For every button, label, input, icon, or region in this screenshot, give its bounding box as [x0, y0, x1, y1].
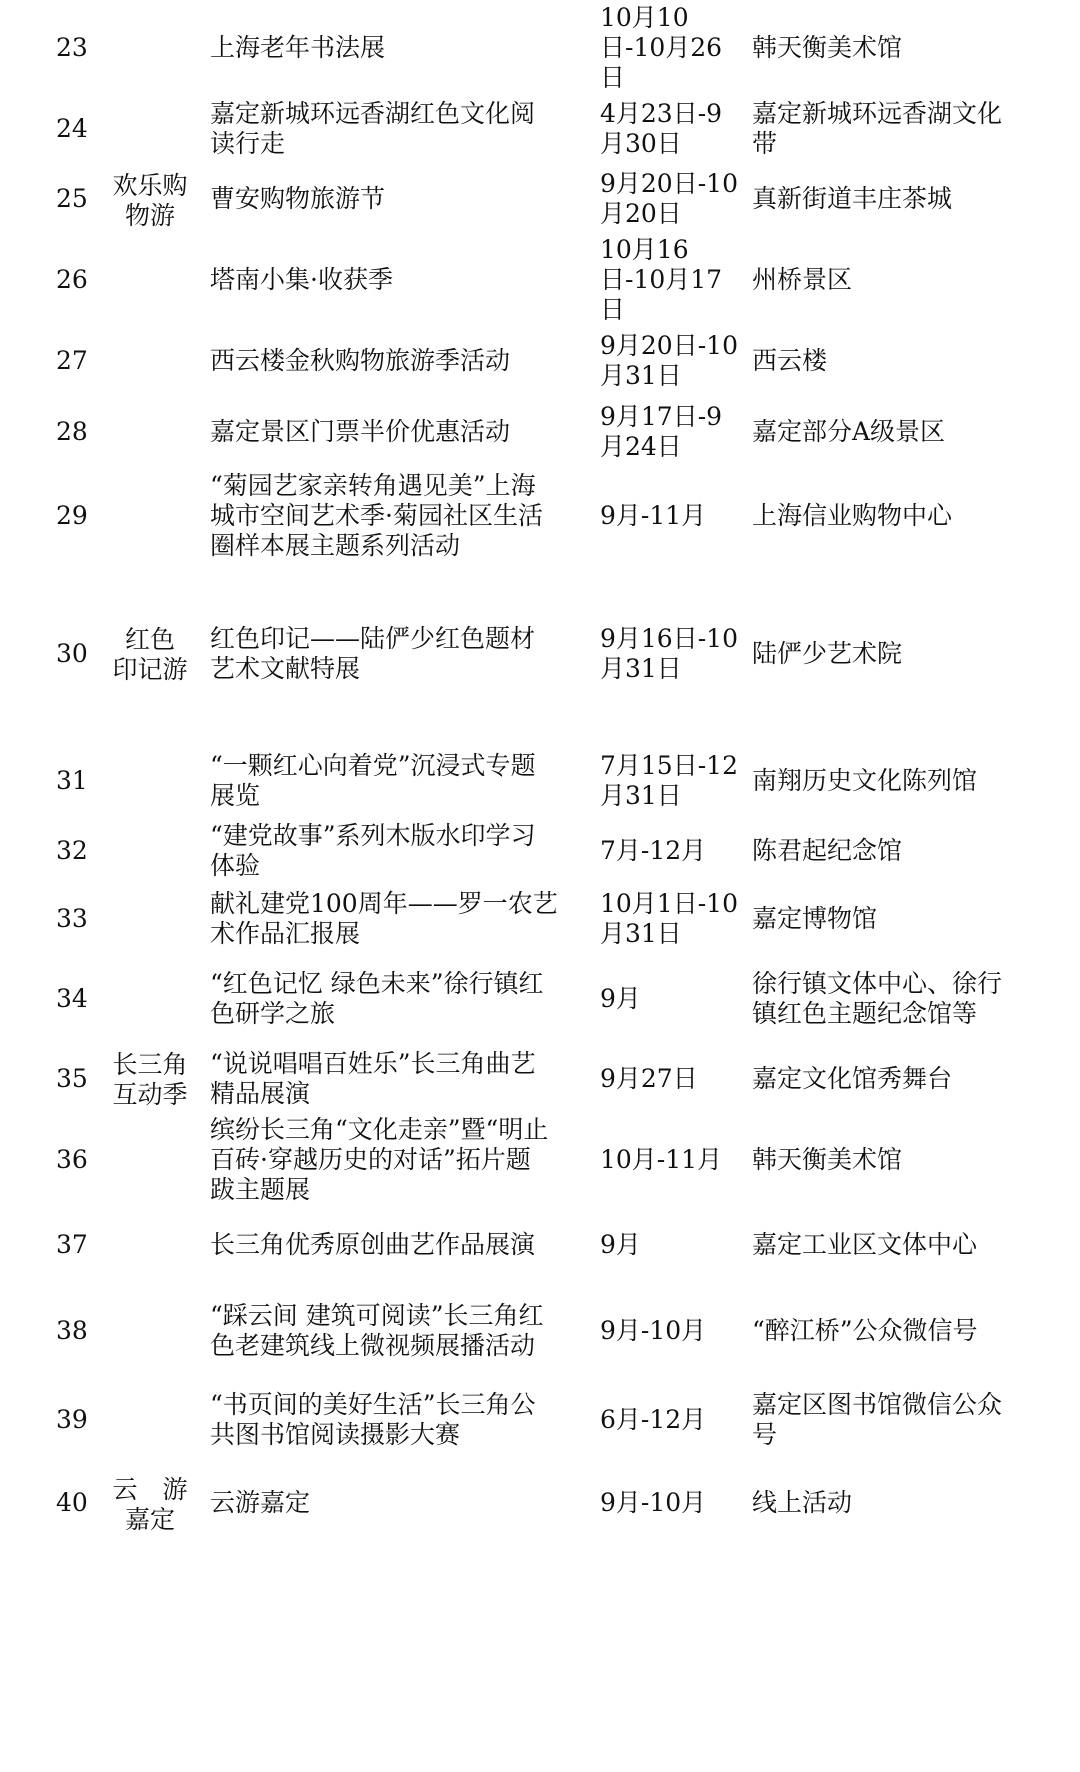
event-date-line: 日: [600, 295, 626, 324]
event-date-line: 9月17日-9: [600, 402, 723, 431]
row-number: 28: [56, 417, 88, 446]
activity-name: [210, 1049, 595, 1109]
activity-name-line: 上海老年书法展: [210, 33, 386, 62]
row-number: 27: [56, 346, 88, 375]
event-venue-line: 嘉定区图书馆微信公众: [752, 1390, 1003, 1419]
event-date-line: 日-10月26: [600, 33, 723, 62]
event-date-line: 7月15日-12: [600, 751, 738, 780]
event-date-line: 9月20日-10: [600, 331, 738, 360]
event-date-line: 月20日: [600, 199, 682, 228]
activity-name-line: “一颗红心向着党”沉浸式专题: [210, 751, 536, 780]
category-yangtze-interaction-season: 长三角 互动季: [112, 1050, 188, 1109]
activity-name: [210, 99, 595, 159]
event-venue: [752, 417, 1052, 447]
event-venue-line: 陆俨少艺术院: [752, 639, 903, 668]
row-number: 26: [56, 265, 88, 294]
activity-name-line: 色老建筑线上微视频展播活动: [210, 1331, 536, 1360]
activity-name-line: 嘉定新城环远香湖红色文化阅: [210, 99, 536, 128]
activity-name-line: 共图书馆阅读摄影大赛: [210, 1420, 461, 1449]
event-date: [600, 331, 742, 391]
event-venue: [752, 904, 1052, 934]
event-venue: [752, 969, 1052, 1029]
row-number: 39: [56, 1405, 88, 1434]
activity-name-line: “说说唱唱百姓乐”长三角曲艺: [210, 1049, 536, 1078]
row-number: 36: [56, 1145, 88, 1174]
event-venue: [752, 1145, 1052, 1175]
event-date: [600, 751, 742, 811]
activity-name-line: “菊园艺家亲转角遇见美”上海: [210, 471, 536, 500]
event-venue: [752, 346, 1052, 376]
event-date-line: 月31日: [600, 781, 682, 810]
event-venue: [752, 501, 1052, 531]
event-date-line: 7月-12月: [600, 836, 707, 865]
event-date: [600, 1230, 742, 1260]
event-venue: [752, 184, 1052, 214]
activity-name-line: 西云楼金秋购物旅游季活动: [210, 346, 511, 375]
event-venue-line: 徐行镇文体中心、徐行: [752, 969, 1003, 998]
activity-name: [210, 1301, 595, 1361]
category-shopping-tour: 欢乐购 物游: [112, 171, 188, 230]
event-date: [600, 1316, 742, 1346]
event-date-line: 4月23日-9: [600, 99, 723, 128]
event-venue: [752, 99, 1052, 159]
activity-name-line: “踩云间 建筑可阅读”长三角红: [210, 1301, 544, 1330]
row-number: 37: [56, 1230, 88, 1259]
event-venue: [752, 1230, 1052, 1260]
activity-name: [210, 346, 595, 376]
activity-name: [210, 751, 595, 811]
activity-name: [210, 265, 595, 295]
activity-name-line: 百砖·穿越历史的对话”拓片题: [210, 1145, 531, 1174]
event-date-line: 月31日: [600, 654, 682, 683]
event-date: [600, 99, 742, 159]
event-venue: [752, 33, 1052, 63]
row-number: 35: [56, 1064, 88, 1093]
activity-name-line: 读行走: [210, 129, 286, 158]
event-date: [600, 402, 742, 462]
event-date: [600, 984, 742, 1014]
activity-name: [210, 821, 595, 881]
event-date-line: 月31日: [600, 361, 682, 390]
event-date-line: 9月27日: [600, 1064, 698, 1093]
event-date-line: 月24日: [600, 432, 682, 461]
category-cloud-tour: 云 游 嘉定: [112, 1475, 188, 1534]
activity-name: [210, 417, 595, 447]
event-date: [600, 889, 742, 949]
activity-name-line: 曹安购物旅游节: [210, 184, 386, 213]
event-venue-line: 上海信业购物中心: [752, 501, 953, 530]
activity-name-line: 艺术文献特展: [210, 654, 361, 683]
event-date-line: 10月1日-10: [600, 889, 738, 918]
row-number: 32: [56, 836, 88, 865]
event-date: [600, 169, 742, 229]
event-date: [600, 1405, 742, 1435]
event-venue: [752, 1488, 1052, 1518]
event-venue-line: “醉江桥”公众微信号: [752, 1316, 978, 1345]
event-venue-line: 嘉定文化馆秀舞台: [752, 1064, 953, 1093]
activity-name-line: 长三角优秀原创曲艺作品展演: [210, 1230, 536, 1259]
event-venue: [752, 766, 1052, 796]
event-date-line: 月31日: [600, 919, 682, 948]
event-venue-line: 陈君起纪念馆: [752, 836, 903, 865]
activity-name: [210, 1115, 595, 1205]
activity-name-line: 献礼建党100周年——罗一农艺: [210, 889, 558, 918]
activity-name-line: 缤纷长三角“文化走亲”暨“明止: [210, 1115, 549, 1144]
row-number: 34: [56, 984, 88, 1013]
event-date: [600, 235, 742, 325]
activity-name: [210, 969, 595, 1029]
event-date-line: 10月10: [600, 3, 689, 32]
event-date-line: 日-10月17: [600, 265, 723, 294]
activity-name-line: 精品展演: [210, 1079, 311, 1108]
activity-name-line: 红色印记——陆俨少红色题材: [210, 624, 536, 653]
activity-name: [210, 1488, 595, 1518]
event-date-line: 日: [600, 63, 626, 92]
activity-name: [210, 889, 595, 949]
event-date: [600, 1488, 742, 1518]
event-venue: [752, 265, 1052, 295]
row-number: 38: [56, 1316, 88, 1345]
event-venue-line: 西云楼: [752, 346, 828, 375]
event-date-line: 9月-11月: [600, 501, 707, 530]
event-date-line: 9月-10月: [600, 1488, 707, 1517]
event-date-line: 10月16: [600, 235, 689, 264]
row-number: 40: [56, 1488, 88, 1517]
row-number: 29: [56, 501, 88, 530]
event-date-line: 9月20日-10: [600, 169, 738, 198]
event-venue-line: 韩天衡美术馆: [752, 1145, 903, 1174]
activity-name-line: 色研学之旅: [210, 999, 336, 1028]
event-venue-line: 嘉定新城环远香湖文化: [752, 99, 1003, 128]
activity-name: [210, 1390, 595, 1450]
event-venue: [752, 1390, 1052, 1450]
event-date-line: 6月-12月: [600, 1405, 707, 1434]
event-date-line: 9月16日-10: [600, 624, 738, 653]
activity-name-line: 嘉定景区门票半价优惠活动: [210, 417, 511, 446]
activity-name: [210, 184, 595, 214]
activity-name-line: 城市空间艺术季·菊园社区生活: [210, 501, 543, 530]
event-date: [600, 624, 742, 684]
event-venue-line: 线上活动: [752, 1488, 853, 1517]
event-venue-line: 号: [752, 1420, 778, 1449]
activity-name: [210, 624, 595, 684]
event-venue-line: 嘉定部分A级景区: [752, 417, 946, 446]
event-date: [600, 1145, 742, 1175]
event-date: [600, 3, 742, 93]
activity-name-line: “建党故事”系列木版水印学习: [210, 821, 536, 850]
activity-name-line: 跋主题展: [210, 1175, 311, 1204]
event-venue-line: 嘉定博物馆: [752, 904, 878, 933]
event-venue-line: 南翔历史文化陈列馆: [752, 766, 978, 795]
activity-name-line: 术作品汇报展: [210, 919, 361, 948]
event-venue: [752, 639, 1052, 669]
event-venue: [752, 1316, 1052, 1346]
event-venue-line: 州桥景区: [752, 265, 853, 294]
event-venue-line: 带: [752, 129, 778, 158]
activity-name-line: “书页间的美好生活”长三角公: [210, 1390, 536, 1419]
event-venue-line: 镇红色主题纪念馆等: [752, 999, 978, 1028]
event-venue-line: 真新街道丰庄茶城: [752, 184, 953, 213]
category-red-memory-tour: 红色 印记游: [112, 625, 188, 684]
event-date-line: 9月-10月: [600, 1316, 707, 1345]
row-number: 24: [56, 114, 88, 143]
activity-name-line: 圈样本展主题系列活动: [210, 531, 461, 560]
activity-name-line: “红色记忆 绿色未来”徐行镇红: [210, 969, 544, 998]
row-number: 31: [56, 766, 88, 795]
activity-name: [210, 33, 595, 63]
event-date-line: 9月: [600, 984, 641, 1013]
activity-name-line: 展览: [210, 781, 261, 810]
activity-name-line: 云游嘉定: [210, 1488, 311, 1517]
event-venue-line: 嘉定工业区文体中心: [752, 1230, 978, 1259]
activity-name: [210, 1230, 595, 1260]
event-date-line: 月30日: [600, 129, 682, 158]
activity-name-line: 体验: [210, 851, 261, 880]
event-date: [600, 1064, 742, 1094]
event-venue-line: 韩天衡美术馆: [752, 33, 903, 62]
event-date: [600, 501, 742, 531]
event-date: [600, 836, 742, 866]
event-venue: [752, 1064, 1052, 1094]
activity-name: [210, 471, 595, 561]
row-number: 33: [56, 904, 88, 933]
event-date-line: 10月-11月: [600, 1145, 723, 1174]
event-venue: [752, 836, 1052, 866]
row-number: 23: [56, 33, 88, 62]
row-number: 30: [56, 639, 88, 668]
event-date-line: 9月: [600, 1230, 641, 1259]
row-number: 25: [56, 184, 88, 213]
activity-name-line: 塔南小集·收获季: [210, 265, 393, 294]
